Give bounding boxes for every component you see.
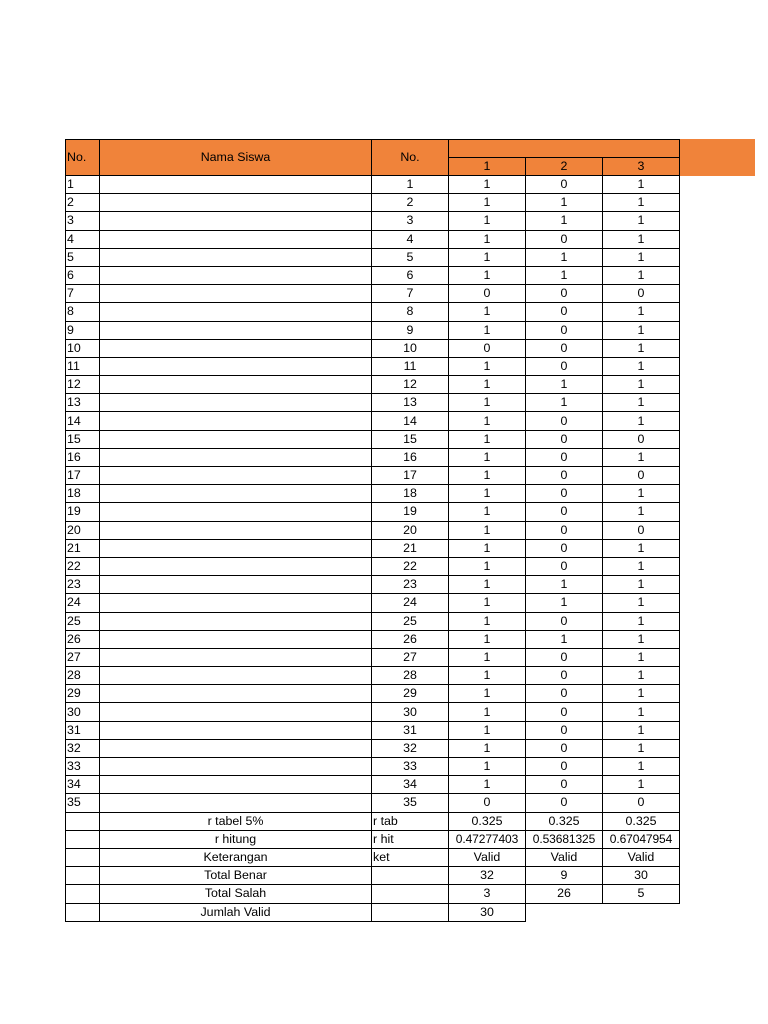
cell-score-q3[interactable]: 1 [603, 376, 680, 394]
cell-no[interactable]: 14 [66, 412, 100, 430]
cell-no[interactable]: 17 [66, 467, 100, 485]
cell-no[interactable]: 6 [66, 266, 100, 284]
cell-score-q1[interactable]: 1 [449, 248, 526, 266]
student-row [66, 703, 680, 721]
cell-score-q3[interactable]: 0 [603, 285, 680, 303]
keterangan-row [66, 848, 680, 866]
r-tabel-value-2[interactable]: 0.325 [526, 812, 603, 830]
cell-score-q1[interactable]: 1 [449, 303, 526, 321]
student-row [66, 630, 680, 648]
header-no[interactable]: No. [66, 140, 100, 176]
cell-score-q3[interactable]: 1 [603, 339, 680, 357]
r-tabel-value-1[interactable]: 0.325 [449, 812, 526, 830]
cell-blank[interactable] [66, 867, 100, 885]
cell-no[interactable]: 20 [66, 521, 100, 539]
cell-score-q2[interactable]: 0 [526, 412, 603, 430]
header-question-2[interactable]: 2 [526, 158, 603, 176]
cell-no-2[interactable]: 22 [372, 557, 449, 575]
cell-score-q1[interactable]: 1 [449, 685, 526, 703]
cell-score-q2[interactable]: 0 [526, 739, 603, 757]
cell-no-2[interactable]: 6 [372, 266, 449, 284]
cell-score-q2[interactable]: 0 [526, 794, 603, 812]
cell-no[interactable]: 18 [66, 485, 100, 503]
cell-no[interactable]: 13 [66, 394, 100, 412]
cell-nama-siswa[interactable] [100, 739, 372, 757]
student-row [66, 485, 680, 503]
cell-blank[interactable] [66, 812, 100, 830]
cell-no-2[interactable]: 2 [372, 194, 449, 212]
cell-no-2[interactable]: 14 [372, 412, 449, 430]
cell-nama-siswa[interactable] [100, 212, 372, 230]
cell-score-q1[interactable]: 1 [449, 394, 526, 412]
cell-blank[interactable] [372, 885, 449, 903]
cell-score-q1[interactable]: 1 [449, 448, 526, 466]
cell-score-q3[interactable]: 1 [603, 176, 680, 194]
cell-nama-siswa[interactable] [100, 194, 372, 212]
cell-score-q1[interactable]: 1 [449, 758, 526, 776]
student-row [66, 448, 680, 466]
header-row [66, 140, 680, 158]
cell-score-q1[interactable]: 1 [449, 266, 526, 284]
cell-score-q3[interactable]: 1 [603, 248, 680, 266]
cell-score-q3[interactable]: 0 [603, 467, 680, 485]
cell-score-q2[interactable]: 0 [526, 612, 603, 630]
item-analysis-table [65, 139, 680, 922]
cell-no-2[interactable]: 33 [372, 758, 449, 776]
header-question-3[interactable]: 3 [603, 158, 680, 176]
student-row [66, 357, 680, 375]
cell-nama-siswa[interactable] [100, 248, 372, 266]
r-tab-tag[interactable]: r tab [372, 812, 449, 830]
cell-score-q3[interactable]: 1 [603, 739, 680, 757]
total-salah-value-1[interactable]: 3 [449, 885, 526, 903]
cell-nama-siswa[interactable] [100, 557, 372, 575]
cell-score-q2[interactable]: 1 [526, 376, 603, 394]
cell-score-q3[interactable]: 1 [603, 212, 680, 230]
student-row [66, 230, 680, 248]
cell-score-q2[interactable]: 1 [526, 212, 603, 230]
cell-no-2[interactable]: 24 [372, 594, 449, 612]
cell-no-2[interactable]: 1 [372, 176, 449, 194]
r-tabel-row [66, 812, 680, 830]
cell-no-2[interactable]: 12 [372, 376, 449, 394]
student-row [66, 776, 680, 794]
cell-no-2[interactable]: 30 [372, 703, 449, 721]
cell-nama-siswa[interactable] [100, 721, 372, 739]
cell-no-2[interactable]: 19 [372, 503, 449, 521]
cell-score-q2[interactable]: 0 [526, 321, 603, 339]
cell-no-2[interactable]: 9 [372, 321, 449, 339]
ket-tag[interactable]: ket [372, 848, 449, 866]
cell-score-q1[interactable]: 1 [449, 576, 526, 594]
r-tabel-value-3[interactable]: 0.325 [603, 812, 680, 830]
cell-score-q3[interactable]: 1 [603, 576, 680, 594]
cell-no-2[interactable]: 10 [372, 339, 449, 357]
cell-score-q2[interactable]: 0 [526, 703, 603, 721]
cell-score-q3[interactable]: 1 [603, 357, 680, 375]
cell-score-q1[interactable]: 1 [449, 176, 526, 194]
cell-score-q2[interactable]: 1 [526, 594, 603, 612]
jumlah-valid-value[interactable]: 30 [449, 903, 526, 921]
cell-nama-siswa[interactable] [100, 503, 372, 521]
cell-no[interactable]: 3 [66, 212, 100, 230]
cell-nama-siswa[interactable] [100, 467, 372, 485]
total-benar-value-1[interactable]: 32 [449, 867, 526, 885]
cell-nama-siswa[interactable] [100, 485, 372, 503]
cell-score-q1[interactable]: 1 [449, 376, 526, 394]
cell-blank[interactable] [66, 903, 100, 921]
cell-score-q1[interactable]: 0 [449, 339, 526, 357]
cell-score-q3[interactable]: 1 [603, 667, 680, 685]
cell-score-q1[interactable]: 1 [449, 467, 526, 485]
student-row [66, 557, 680, 575]
cell-nama-siswa[interactable] [100, 703, 372, 721]
cell-score-q2[interactable]: 1 [526, 576, 603, 594]
cell-score-q3[interactable]: 0 [603, 430, 680, 448]
student-row [66, 248, 680, 266]
student-row [66, 212, 680, 230]
cell-nama-siswa[interactable] [100, 685, 372, 703]
cell-no[interactable]: 24 [66, 594, 100, 612]
cell-score-q1[interactable]: 1 [449, 721, 526, 739]
cell-score-q1[interactable]: 1 [449, 648, 526, 666]
cell-nama-siswa[interactable] [100, 630, 372, 648]
cell-score-q2[interactable]: 0 [526, 230, 603, 248]
cell-score-q1[interactable]: 1 [449, 612, 526, 630]
student-row [66, 503, 680, 521]
cell-score-q3[interactable]: 1 [603, 721, 680, 739]
cell-no[interactable]: 31 [66, 721, 100, 739]
cell-score-q1[interactable]: 1 [449, 194, 526, 212]
cell-no-2[interactable]: 27 [372, 648, 449, 666]
cell-score-q2[interactable]: 1 [526, 394, 603, 412]
student-row [66, 758, 680, 776]
cell-nama-siswa[interactable] [100, 285, 372, 303]
cell-no-2[interactable]: 3 [372, 212, 449, 230]
total-benar-value-3[interactable]: 30 [603, 867, 680, 885]
cell-score-q3[interactable]: 1 [603, 303, 680, 321]
header-no-2[interactable]: No. [372, 140, 449, 176]
header-nama-siswa[interactable]: Nama Siswa [100, 140, 372, 176]
cell-score-q3[interactable]: 1 [603, 557, 680, 575]
cell-score-q3[interactable]: 1 [603, 394, 680, 412]
cell-score-q1[interactable]: 1 [449, 412, 526, 430]
cell-no-2[interactable]: 34 [372, 776, 449, 794]
student-row [66, 685, 680, 703]
cell-nama-siswa[interactable] [100, 794, 372, 812]
r-hit-tag[interactable]: r hit [372, 830, 449, 848]
cell-no[interactable]: 15 [66, 430, 100, 448]
cell-score-q2[interactable]: 0 [526, 357, 603, 375]
cell-score-q2[interactable]: 1 [526, 266, 603, 284]
cell-score-q3[interactable]: 1 [603, 194, 680, 212]
student-row [66, 303, 680, 321]
cell-no[interactable]: 9 [66, 321, 100, 339]
cell-score-q3[interactable]: 1 [603, 612, 680, 630]
cell-nama-siswa[interactable] [100, 667, 372, 685]
cell-nama-siswa[interactable] [100, 776, 372, 794]
student-row [66, 285, 680, 303]
student-row [66, 594, 680, 612]
cell-no-2[interactable]: 16 [372, 448, 449, 466]
cell-no[interactable]: 11 [66, 357, 100, 375]
student-row [66, 430, 680, 448]
cell-blank[interactable] [372, 903, 449, 921]
cell-score-q1[interactable]: 0 [449, 794, 526, 812]
cell-score-q3[interactable]: 1 [603, 758, 680, 776]
cell-nama-siswa[interactable] [100, 448, 372, 466]
cell-no[interactable]: 34 [66, 776, 100, 794]
cell-no-2[interactable]: 28 [372, 667, 449, 685]
cell-nama-siswa[interactable] [100, 321, 372, 339]
total-salah-label[interactable]: Total Salah [100, 885, 372, 903]
student-row [66, 739, 680, 757]
jumlah-valid-label[interactable]: Jumlah Valid [100, 903, 372, 921]
cell-nama-siswa[interactable] [100, 230, 372, 248]
cell-score-q3[interactable]: 1 [603, 648, 680, 666]
student-row [66, 394, 680, 412]
cell-nama-siswa[interactable] [100, 539, 372, 557]
student-row [66, 194, 680, 212]
cell-score-q3[interactable]: 0 [603, 794, 680, 812]
cell-score-q2[interactable]: 1 [526, 194, 603, 212]
r-hitung-label[interactable]: r hitung [100, 830, 372, 848]
cell-no-2[interactable]: 31 [372, 721, 449, 739]
cell-no[interactable]: 29 [66, 685, 100, 703]
header-fill-extension [679, 139, 755, 176]
cell-nama-siswa[interactable] [100, 303, 372, 321]
cell-no[interactable]: 1 [66, 176, 100, 194]
cell-score-q2[interactable]: 0 [526, 758, 603, 776]
cell-no[interactable]: 21 [66, 539, 100, 557]
cell-score-q1[interactable]: 1 [449, 703, 526, 721]
r-hitung-value-3[interactable]: 0.67047954 [603, 830, 680, 848]
cell-no[interactable]: 30 [66, 703, 100, 721]
cell-no[interactable]: 12 [66, 376, 100, 394]
cell-score-q1[interactable]: 1 [449, 521, 526, 539]
cell-score-q1[interactable]: 1 [449, 594, 526, 612]
header-question-1[interactable]: 1 [449, 158, 526, 176]
cell-no-2[interactable]: 7 [372, 285, 449, 303]
cell-score-q2[interactable]: 0 [526, 285, 603, 303]
student-row [66, 612, 680, 630]
r-tabel-label[interactable]: r tabel 5% [100, 812, 372, 830]
cell-nama-siswa[interactable] [100, 758, 372, 776]
cell-score-q2[interactable]: 0 [526, 339, 603, 357]
total-salah-row [66, 885, 680, 903]
r-hitung-row [66, 830, 680, 848]
cell-no-2[interactable]: 25 [372, 612, 449, 630]
cell-no-2[interactable]: 17 [372, 467, 449, 485]
cell-no-2[interactable]: 18 [372, 485, 449, 503]
cell-score-q1[interactable]: 1 [449, 776, 526, 794]
cell-nama-siswa[interactable] [100, 521, 372, 539]
cell-no[interactable]: 26 [66, 630, 100, 648]
student-row [66, 467, 680, 485]
cell-no[interactable]: 28 [66, 667, 100, 685]
cell-score-q2[interactable]: 0 [526, 503, 603, 521]
cell-score-q2[interactable]: 0 [526, 721, 603, 739]
cell-no[interactable]: 35 [66, 794, 100, 812]
cell-score-q3[interactable]: 1 [603, 321, 680, 339]
cell-score-q3[interactable]: 1 [603, 412, 680, 430]
cell-blank[interactable] [372, 867, 449, 885]
cell-no[interactable]: 27 [66, 648, 100, 666]
cell-no-2[interactable]: 23 [372, 576, 449, 594]
cell-blank[interactable] [66, 830, 100, 848]
cell-score-q3[interactable]: 1 [603, 630, 680, 648]
cell-no[interactable]: 25 [66, 612, 100, 630]
cell-score-q2[interactable]: 0 [526, 521, 603, 539]
cell-score-q2[interactable]: 0 [526, 430, 603, 448]
header-questions-group[interactable] [449, 140, 680, 158]
cell-score-q1[interactable]: 1 [449, 212, 526, 230]
cell-score-q1[interactable]: 1 [449, 667, 526, 685]
empty-area [603, 903, 680, 921]
cell-nama-siswa[interactable] [100, 376, 372, 394]
cell-score-q3[interactable]: 1 [603, 685, 680, 703]
student-row [66, 321, 680, 339]
jumlah-valid-row [66, 903, 680, 921]
cell-nama-siswa[interactable] [100, 394, 372, 412]
cell-score-q2[interactable]: 1 [526, 630, 603, 648]
cell-no-2[interactable]: 29 [372, 685, 449, 703]
keterangan-value-3[interactable]: Valid [603, 848, 680, 866]
cell-no[interactable]: 5 [66, 248, 100, 266]
empty-area [526, 903, 603, 921]
cell-no[interactable]: 2 [66, 194, 100, 212]
cell-no[interactable]: 4 [66, 230, 100, 248]
cell-score-q1[interactable]: 1 [449, 430, 526, 448]
student-row [66, 539, 680, 557]
summary-rows [66, 812, 680, 921]
cell-score-q2[interactable]: 0 [526, 776, 603, 794]
total-salah-value-3[interactable]: 5 [603, 885, 680, 903]
cell-no[interactable]: 7 [66, 285, 100, 303]
cell-nama-siswa[interactable] [100, 430, 372, 448]
cell-nama-siswa[interactable] [100, 612, 372, 630]
cell-no[interactable]: 10 [66, 339, 100, 357]
total-benar-value-2[interactable]: 9 [526, 867, 603, 885]
r-hitung-value-1[interactable]: 0.47277403 [449, 830, 526, 848]
student-row [66, 339, 680, 357]
student-row [66, 667, 680, 685]
student-row [66, 266, 680, 284]
total-benar-label[interactable]: Total Benar [100, 867, 372, 885]
cell-no-2[interactable]: 8 [372, 303, 449, 321]
cell-score-q1[interactable]: 1 [449, 557, 526, 575]
cell-score-q3[interactable]: 1 [603, 703, 680, 721]
cell-score-q3[interactable]: 1 [603, 503, 680, 521]
cell-nama-siswa[interactable] [100, 412, 372, 430]
cell-score-q1[interactable]: 1 [449, 539, 526, 557]
cell-score-q2[interactable]: 0 [526, 467, 603, 485]
cell-no[interactable]: 23 [66, 576, 100, 594]
student-rows [66, 176, 680, 813]
cell-score-q2[interactable]: 0 [526, 685, 603, 703]
cell-score-q2[interactable]: 0 [526, 648, 603, 666]
cell-no-2[interactable]: 11 [372, 357, 449, 375]
cell-score-q1[interactable]: 1 [449, 321, 526, 339]
cell-nama-siswa[interactable] [100, 594, 372, 612]
student-row [66, 794, 680, 812]
keterangan-value-1[interactable]: Valid [449, 848, 526, 866]
cell-no[interactable]: 22 [66, 557, 100, 575]
cell-score-q2[interactable]: 0 [526, 176, 603, 194]
student-row [66, 721, 680, 739]
cell-no-2[interactable]: 13 [372, 394, 449, 412]
cell-score-q3[interactable]: 1 [603, 448, 680, 466]
cell-no-2[interactable]: 5 [372, 248, 449, 266]
keterangan-label[interactable]: Keterangan [100, 848, 372, 866]
cell-no-2[interactable]: 20 [372, 521, 449, 539]
cell-blank[interactable] [66, 885, 100, 903]
cell-no[interactable]: 19 [66, 503, 100, 521]
cell-score-q3[interactable]: 1 [603, 776, 680, 794]
cell-score-q2[interactable]: 1 [526, 248, 603, 266]
cell-score-q1[interactable]: 1 [449, 739, 526, 757]
cell-score-q3[interactable]: 1 [603, 594, 680, 612]
student-row [66, 648, 680, 666]
cell-no[interactable]: 32 [66, 739, 100, 757]
cell-no[interactable]: 8 [66, 303, 100, 321]
r-hitung-value-2[interactable]: 0.53681325 [526, 830, 603, 848]
cell-no-2[interactable]: 4 [372, 230, 449, 248]
cell-score-q2[interactable]: 0 [526, 303, 603, 321]
student-row [66, 521, 680, 539]
cell-score-q2[interactable]: 0 [526, 448, 603, 466]
cell-score-q3[interactable]: 1 [603, 266, 680, 284]
cell-nama-siswa[interactable] [100, 576, 372, 594]
cell-score-q2[interactable]: 0 [526, 539, 603, 557]
cell-no-2[interactable]: 26 [372, 630, 449, 648]
cell-score-q2[interactable]: 0 [526, 557, 603, 575]
cell-score-q2[interactable]: 0 [526, 485, 603, 503]
cell-no-2[interactable]: 21 [372, 539, 449, 557]
cell-nama-siswa[interactable] [100, 357, 372, 375]
cell-nama-siswa[interactable] [100, 339, 372, 357]
cell-score-q3[interactable]: 1 [603, 485, 680, 503]
cell-nama-siswa[interactable] [100, 266, 372, 284]
cell-no-2[interactable]: 32 [372, 739, 449, 757]
student-row [66, 412, 680, 430]
cell-score-q3[interactable]: 1 [603, 230, 680, 248]
total-benar-row [66, 867, 680, 885]
cell-nama-siswa[interactable] [100, 176, 372, 194]
cell-score-q3[interactable]: 0 [603, 521, 680, 539]
cell-score-q1[interactable]: 1 [449, 630, 526, 648]
cell-score-q1[interactable]: 1 [449, 485, 526, 503]
cell-score-q1[interactable]: 0 [449, 285, 526, 303]
cell-no[interactable]: 33 [66, 758, 100, 776]
student-row [66, 576, 680, 594]
total-salah-value-2[interactable]: 26 [526, 885, 603, 903]
cell-no-2[interactable]: 35 [372, 794, 449, 812]
student-row [66, 176, 680, 194]
cell-score-q1[interactable]: 1 [449, 357, 526, 375]
cell-score-q2[interactable]: 0 [526, 667, 603, 685]
cell-no[interactable]: 16 [66, 448, 100, 466]
student-row [66, 376, 680, 394]
cell-score-q1[interactable]: 1 [449, 230, 526, 248]
cell-nama-siswa[interactable] [100, 648, 372, 666]
cell-blank[interactable] [66, 848, 100, 866]
cell-no-2[interactable]: 15 [372, 430, 449, 448]
cell-score-q3[interactable]: 1 [603, 539, 680, 557]
cell-score-q1[interactable]: 1 [449, 503, 526, 521]
keterangan-value-2[interactable]: Valid [526, 848, 603, 866]
